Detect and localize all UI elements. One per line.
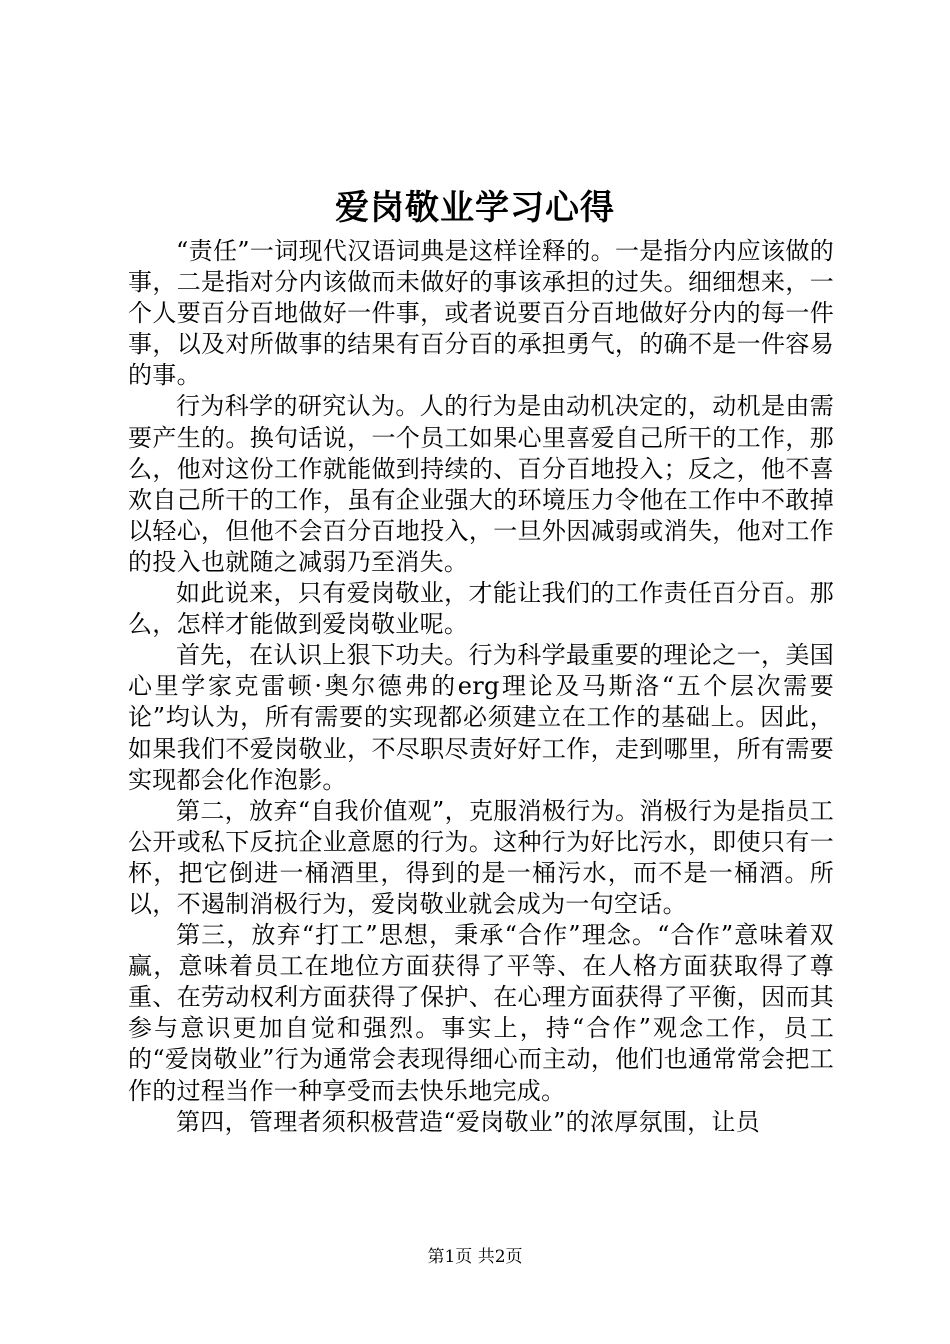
paragraph-7: 第四，管理者须积极营造“爱岗敬业”的浓厚氛围，让员 — [176, 1107, 761, 1136]
paragraph-2: 行为科学的研究认为。人的行为是由动机决定的，动机是由需要产生的。换句话说，一个员工如果心里喜爱自己所干的工作，那么，他对这份工作就能做到持续的、百分百地投入；反之，他不喜欢自己所干的工作，虽有企业强大的环境压力令他在工作中不敢掉以轻心，但他不会百分百地投入，一旦外因减弱或消失，他对工作的投入也就随之减弱乃至消失。 — [128, 392, 834, 576]
document-title: 爱岗敬业学习心得 — [335, 188, 615, 228]
document-body — [128, 236, 834, 1138]
paragraph-3: 如此说来，只有爱岗敬业，才能让我们的工作责任百分百。那么，怎样才能做到爱岗敬业呢。 — [128, 579, 834, 639]
paragraph-6: 第三，放弃“打工”思想，秉承“合作”理念。“合作”意味着双赢，意味着员工在地位方面获得了平等、在人格方面获取得了尊重、在劳动权利方面获得了保护、在心理方面获得了平衡，因而其参与意识更加自觉和强烈。事实上，持“合作”观念工作，员工的“爱岗敬业”行为通常会表现得细心而主动，他们也通常常会把工作的过程当作一种享受而去快乐地完成。 — [128, 921, 834, 1105]
paragraph-5: 第二，放弃“自我价值观”，克服消极行为。消极行为是指员工公开或私下反抗企业意愿的行为。这种行为好比污水，即使只有一杯，把它倒进一桶酒里，得到的是一桶污水，而不是一桶酒。所以，不遏制消极行为，爱岗敬业就会成为一句空话。 — [128, 796, 834, 918]
page-number-footer: 第1页 共2页 — [427, 1247, 523, 1267]
paragraph-1: “责任”一词现代汉语词典是这样诠释的。一是指分内应该做的事，二是指对分内该做而未做好的事该承担的过失。细细想来，一个人要百分百地做好一件事，或者说要百分百地做好分内的每一件事，以及对所做事的结果有百分百的承担勇气，的确不是一件容易的事。 — [128, 237, 834, 390]
paragraph-4: 首先，在认识上狠下功夫。行为科学最重要的理论之一，美国心里学家克雷顿·奥尔德弗的erg理论及马斯洛“五个层次需要论”均认为，所有需要的实现都必须建立在工作的基础上。因此，如果我们不爱岗敬业，不尽职尽责好好工作，走到哪里，所有需要实现都会化作泡影。 — [128, 641, 834, 794]
